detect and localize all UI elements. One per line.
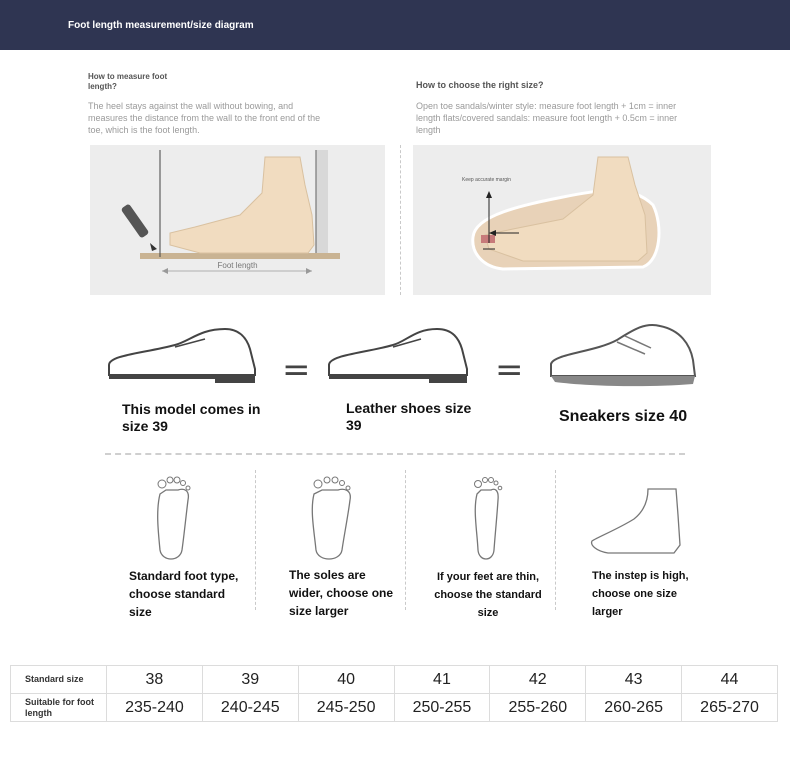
- length-cell: 250-255: [394, 694, 490, 722]
- table-row: [11, 666, 778, 694]
- length-cell: 240-245: [202, 694, 298, 722]
- row-label-standard-size: Standard size: [11, 666, 107, 694]
- standard-foot-icon: [150, 470, 195, 565]
- comparison-label-leather: Leather shoes size 39: [346, 400, 472, 433]
- size-table: [10, 665, 778, 722]
- section-divider: [400, 145, 401, 295]
- foot-divider-1: [255, 470, 256, 610]
- comparison-label-model: This model comes in size 39: [122, 401, 261, 434]
- choose-title: How to choose the right size?: [416, 80, 544, 90]
- choose-description: Open toe sandals/winter style: measure foot length + 1cm = inner length flats/covered sandals: measure foot length + 0.5cm = inner length: [416, 101, 678, 135]
- pen-icon: [121, 203, 157, 251]
- comparison-divider: [105, 453, 685, 455]
- dress-shoe-icon: [105, 325, 265, 390]
- size-cell: 40: [298, 666, 394, 694]
- size-cell: 43: [586, 666, 682, 694]
- size-cell: 44: [682, 666, 778, 694]
- length-cell: 255-260: [490, 694, 586, 722]
- sneaker-icon: [545, 320, 700, 390]
- length-cell: 265-270: [682, 694, 778, 722]
- foot-type-high-instep-label: The instep is high, choose one size larger: [592, 570, 689, 618]
- length-cell: 235-240: [107, 694, 203, 722]
- equals-sign-2: =: [495, 350, 524, 390]
- measure-foot-graphic: [90, 145, 385, 295]
- margin-illustration: [413, 145, 711, 295]
- measure-description: The heel stays against the wall without bowing, and measures the distance from the wall to the front end of the toe, which is the foot length.: [88, 101, 321, 135]
- size-cell: 42: [490, 666, 586, 694]
- size-cell: 38: [107, 666, 203, 694]
- foot-type-standard-label: Standard foot type, choose standard size: [129, 569, 239, 619]
- length-cell: 260-265: [586, 694, 682, 722]
- foot-length-label: Foot length: [217, 261, 258, 270]
- margin-label: Keep accurate margin: [462, 177, 511, 183]
- table-row: [11, 694, 778, 722]
- foot-type-thin-label: If your feet are thin, choose the standard size: [434, 571, 542, 619]
- measure-illustration: [90, 145, 385, 295]
- thin-foot-icon: [465, 470, 505, 565]
- page-title: Foot length measurement/size diagram: [68, 20, 254, 31]
- high-instep-foot-icon: [588, 485, 683, 560]
- size-cell: 41: [394, 666, 490, 694]
- size-cell: 39: [202, 666, 298, 694]
- measure-title: How to measure foot length?: [88, 72, 168, 91]
- foot-divider-2: [405, 470, 406, 610]
- row-label-foot-length: Suitable for foot length: [11, 694, 107, 722]
- comparison-label-sneakers: Sneakers size 40: [559, 408, 688, 425]
- header-bar: [0, 0, 790, 50]
- wide-foot-icon: [308, 470, 353, 565]
- foot-type-wide-label: The soles are wider, choose one size larger: [289, 568, 394, 618]
- length-cell: 245-250: [298, 694, 394, 722]
- margin-foot-graphic: [413, 145, 711, 295]
- foot-divider-3: [555, 470, 556, 610]
- leather-shoe-icon: [325, 325, 475, 390]
- equals-sign-1: =: [282, 350, 311, 390]
